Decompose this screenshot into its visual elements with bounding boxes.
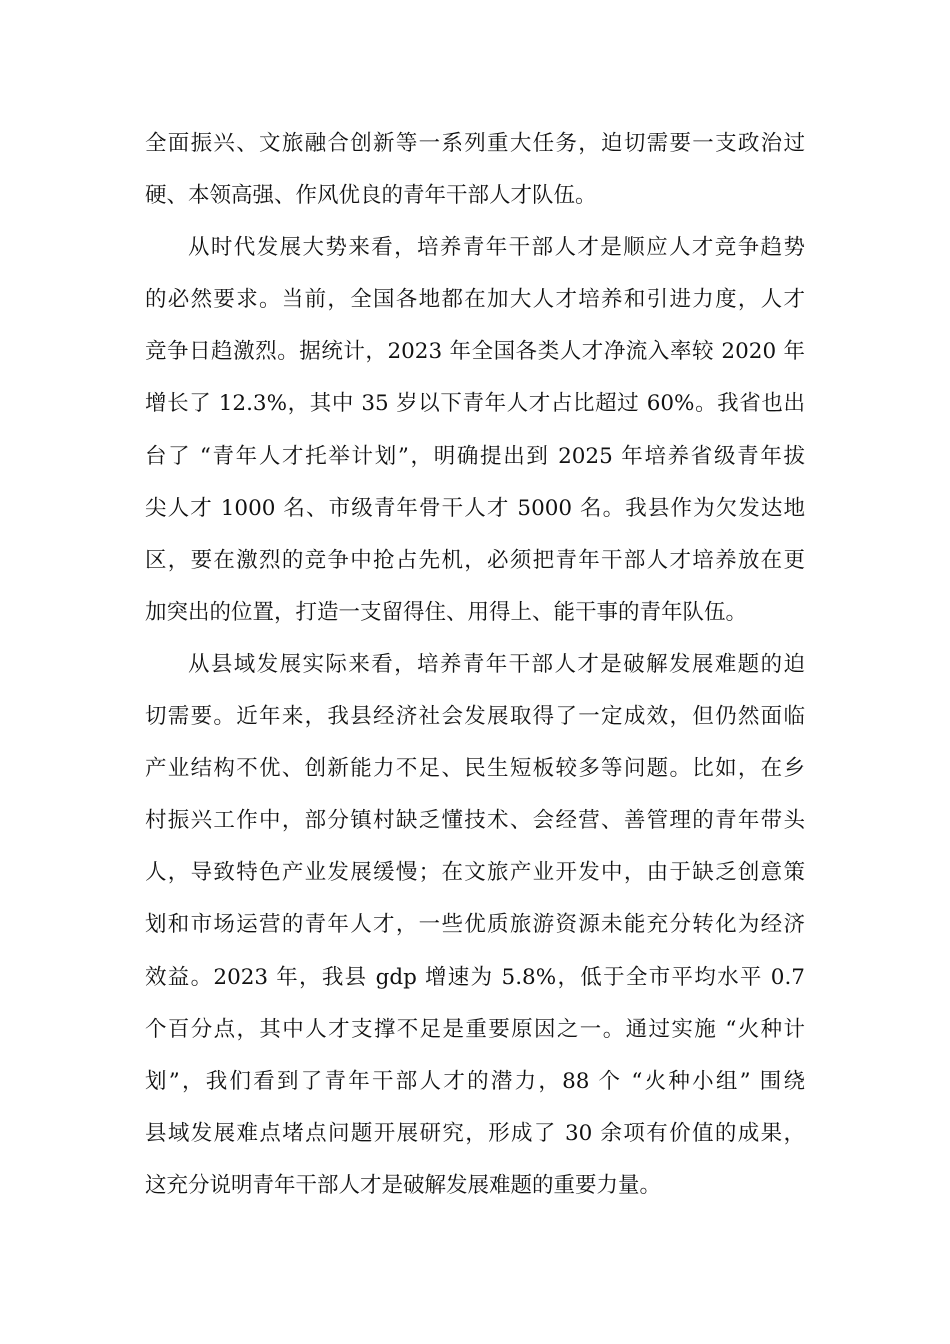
text-line: 这充分说明青年干部人才是破解发展难题的重要力量。 <box>145 1172 662 1198</box>
text-line: 切需要。近年来，我县经济社会发展取得了一定成效，但仍然面临 <box>145 704 805 730</box>
body-text <box>145 118 805 1212</box>
text-line: 硬、本领高强、作风优良的青年干部人才队伍。 <box>145 183 597 209</box>
paragraph-1 <box>145 118 805 222</box>
text-line: 产业结构不优、创新能力不足、民生短板较多等问题。比如，在乡 <box>145 756 805 782</box>
text-line: 竞争日趋激烈。据统计，2023 年全国各类人才净流入率较 2020 年 <box>145 339 805 365</box>
text-line: 从县域发展实际来看，培养青年干部人才是破解发展难题的迫 <box>188 651 805 677</box>
text-line: 的必然要求。当前，全国各地都在加大人才培养和引进力度，人才 <box>145 287 805 313</box>
text-line: 县域发展难点堵点问题开展研究，形成了 30 余项有价值的成果， <box>145 1120 805 1146</box>
text-line: 尖人才 1000 名、市级青年骨干人才 5000 名。我县作为欠发达地 <box>145 495 805 521</box>
text-line: 增长了 12.3%，其中 35 岁以下青年人才占比超过 60%。我省也出 <box>145 391 805 417</box>
text-line: 加突出的位置，打造一支留得住、用得上、能干事的青年队伍。 <box>145 599 748 625</box>
text-line: 从时代发展大势来看，培养青年干部人才是顺应人才竞争趋势 <box>188 235 805 261</box>
text-line: 村振兴工作中，部分镇村缺乏懂技术、会经营、善管理的青年带头 <box>145 808 805 834</box>
paragraph-3 <box>145 639 805 1212</box>
text-line: 划”，我们看到了青年干部人才的潜力，88 个 “火种小组” 围绕 <box>145 1068 805 1094</box>
text-line: 全面振兴、文旅融合创新等一系列重大任务，迫切需要一支政治过 <box>145 131 805 156</box>
text-line: 效益。2023 年，我县 gdp 增速为 5.8%，低于全市平均水平 0.7 <box>145 964 805 990</box>
text-line: 人，导致特色产业发展缓慢；在文旅产业开发中，由于缺乏创意策 <box>145 860 805 886</box>
text-line: 区，要在激烈的竞争中抢占先机，必须把青年干部人才培养放在更 <box>145 547 805 573</box>
paragraph-2 <box>145 222 805 639</box>
text-line: 划和市场运营的青年人才，一些优质旅游资源未能充分转化为经济 <box>145 912 805 938</box>
text-line: 个百分点，其中人才支撑不足是重要原因之一。通过实施 “火种计 <box>145 1016 805 1042</box>
text-line: 台了 “青年人才托举计划”，明确提出到 2025 年培养省级青年拔 <box>145 443 805 469</box>
